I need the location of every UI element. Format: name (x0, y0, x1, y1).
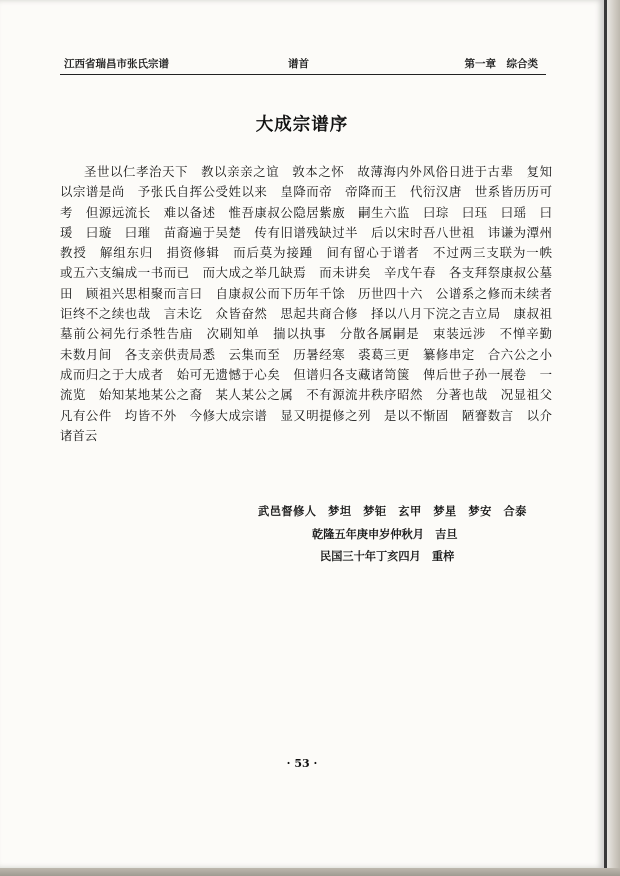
body-line: 凡有公件 均皆不外 今修大成宗谱 显又明提修之列 是以不惭固 陋謇数言 以介 (60, 407, 552, 423)
signature-date-qianlong: 乾隆五年庚申岁仲秋月 吉旦 (312, 527, 458, 541)
page-number: · 53 · (286, 757, 318, 770)
preface-body (60, 162, 552, 446)
document-title: 大成宗谱序 (255, 115, 349, 135)
body-line: 瑗 曰璇 曰璀 苗裔遍于吴楚 传有旧谱残缺过半 后以宋时吾八世祖 讳谦为潭州 (60, 224, 552, 240)
body-line: 圣世以仁孝治天下 教以亲亲之谊 敦本之怀 故薄海内外风俗日进于古辈 复知 (84, 164, 552, 179)
body-line: 以宗谱是尚 予张氏自挥公受姓以来 皇降而帝 帝降而王 代衍汉唐 世系皆历历可 (60, 184, 552, 200)
body-line: 教授 解组东归 捐资修辑 而后莫为接踵 间有留心于谱者 不过两三支联为一帙 (60, 245, 552, 261)
body-line: 或五六支编成一书而已 而大成之举几缺焉 而未讲矣 辛戊午春 各支拜祭康叔公墓 (60, 265, 552, 281)
page-edge-bottom (0, 868, 620, 876)
header-chapter: 第一章 综合类 (464, 58, 538, 70)
body-line: 考 但源远流长 难以备述 惟吾康叔公隐居紫廒 嗣生六监 曰琮 曰珏 曰瑶 曰 (60, 204, 552, 220)
body-line: 未数月间 各支亲供责局悉 云集而至 历暑经寒 裘葛三更 纂修串定 合六公之小 (60, 346, 552, 362)
signature-date-minguo: 民国三十年丁亥四月 重梓 (320, 549, 455, 563)
page-edge-right (607, 0, 620, 876)
header-rule (60, 74, 546, 75)
body-line: 讵终不之续也哉 言未讫 众皆奋然 思起共商合修 择以八月下浣之吉立局 康叔祖 (60, 306, 552, 322)
body-line: 墓前公祠先行杀牲告庙 次刷知单 揣以执事 分散各属嗣是 束装远涉 不惮辛勤 (60, 326, 552, 342)
body-line: 田 顾祖兴思相聚而言曰 自康叔公而下历年千馀 历世四十六 公谱系之修而未续者 (60, 285, 552, 301)
header-book-title: 江西省瑞昌市张氏宗谱 (64, 58, 169, 70)
body-line: 流览 始知某地某公之裔 某人某公之属 不有源流井秩序昭然 分著也哉 况显祖父 (60, 387, 552, 403)
body-line: 诸首云 (60, 427, 98, 443)
signature-editors: 武邑督修人 梦坦 梦钜 玄甲 梦星 梦安 合泰 (258, 504, 527, 518)
body-line: 成而归之于大成者 始可无遗憾于心矣 但谱归各支藏诸笥箧 俾后世子孙一展卷 一 (60, 366, 552, 382)
running-header (60, 54, 546, 72)
header-section: 谱首 (288, 58, 309, 70)
